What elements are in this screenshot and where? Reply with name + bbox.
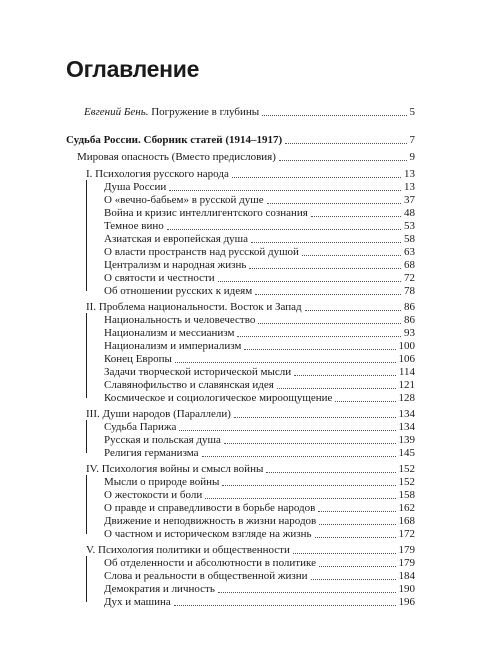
toc-entry-page: 168 [398, 515, 415, 527]
dot-leader [218, 275, 401, 282]
toc-entry-page: 63 [404, 246, 415, 258]
dot-leader [311, 573, 396, 580]
toc-entry-title: III. Души народов (Параллели) [86, 408, 231, 420]
toc-entry-title: О святости и честности [104, 272, 215, 284]
dot-leader [234, 411, 396, 418]
toc-entry-title: О частном и историческом взгляде на жизнь [104, 528, 312, 540]
dot-leader [277, 382, 396, 389]
toc-entry-title: Об отделенности и абсолютности в политике [104, 557, 316, 569]
toc-entry-page: 78 [404, 285, 415, 297]
dot-leader [205, 492, 395, 499]
toc-entry-page: 179 [398, 557, 415, 569]
toc-entry-title: О власти пространств над русской душой [104, 246, 299, 258]
dot-leader [305, 304, 401, 311]
toc-entry-page: 162 [398, 502, 415, 514]
toc-entry-page: 134 [398, 408, 415, 420]
dot-leader [224, 437, 396, 444]
toc-entry-title: Евгений Бень. Погружение в глубины [84, 106, 260, 118]
toc-entry-title: Космическое и социологическое мироощущение [104, 392, 333, 404]
toc-entry-preface[interactable] [84, 106, 415, 119]
dot-leader [279, 154, 407, 161]
toc-entry-page: 196 [398, 596, 415, 608]
toc-entry-title: Русская и польская душа [104, 434, 221, 446]
toc-entry[interactable] [104, 570, 415, 583]
toc-section-1[interactable] [86, 168, 415, 181]
dot-leader [202, 450, 396, 457]
toc-entry[interactable] [104, 447, 415, 460]
toc-entry-page: 93 [404, 327, 415, 339]
dot-leader [218, 586, 396, 593]
section-bracket-line [86, 420, 87, 453]
toc-entry[interactable] [104, 379, 415, 392]
dot-leader [285, 137, 406, 144]
toc-entry-page: 48 [404, 207, 415, 219]
toc-entry-intro[interactable] [77, 151, 415, 164]
toc-entry-title: Мысли о природе войны [104, 476, 220, 488]
toc-entry-page: 179 [398, 544, 415, 556]
toc-entry-page: 13 [404, 168, 415, 180]
dot-leader [237, 330, 401, 337]
toc-entry-page: 190 [398, 583, 415, 595]
toc-entry[interactable] [104, 314, 415, 327]
toc-entry-page: 9 [409, 151, 415, 163]
toc-entry-page: 184 [398, 570, 415, 582]
dot-leader [293, 547, 396, 554]
dot-leader [167, 223, 401, 230]
toc-entry[interactable] [104, 181, 415, 194]
toc-entry-page: 152 [398, 476, 415, 488]
toc-entry-title: О правде и справедливости в борьбе народов [104, 502, 316, 514]
dot-leader [318, 505, 395, 512]
toc-entry-page: 106 [398, 353, 415, 365]
dot-leader [266, 466, 395, 473]
dot-leader [169, 184, 401, 191]
toc-entry[interactable] [104, 421, 415, 434]
dot-leader [267, 197, 401, 204]
toc-entry[interactable] [104, 392, 415, 405]
toc-entry-title: Дух и машина [104, 596, 171, 608]
toc-entry-page: 86 [404, 314, 415, 326]
toc-entry-title: Темное вино [104, 220, 164, 232]
toc-entry-page: 128 [398, 392, 415, 404]
toc-entry-book[interactable] [66, 134, 415, 147]
toc-entry[interactable] [104, 502, 415, 515]
toc-entry-title: Централизм и народная жизнь [104, 259, 247, 271]
section-bracket-line [86, 313, 87, 398]
toc-entry-title: Война и кризис интеллигентского сознания [104, 207, 308, 219]
dot-leader [319, 518, 395, 525]
section-bracket-line [86, 475, 87, 534]
toc-entry-page: 139 [398, 434, 415, 446]
toc-entry-title: Мировая опасность (Вместо предисловия) [77, 151, 276, 163]
toc-entry-page: 145 [398, 447, 415, 459]
toc-entry[interactable] [104, 272, 415, 285]
toc-entry-title: Об отношении русских к идеям [104, 285, 253, 297]
toc-section-4[interactable] [86, 463, 415, 476]
toc-entry-title: IV. Психология войны и смысл войны [86, 463, 264, 475]
dot-leader [251, 236, 401, 243]
toc-entry-title: О «вечно-бабьем» в русской душе [104, 194, 264, 206]
toc-entry-page: 152 [398, 463, 415, 475]
toc-entry-title: Национальность и человечество [104, 314, 256, 326]
dot-leader [255, 288, 401, 295]
toc-entry-title: V. Психология политики и общественности [86, 544, 290, 556]
toc-entry[interactable] [104, 596, 415, 609]
toc-entry-title: Национализм и империализм [104, 340, 242, 352]
dot-leader [249, 262, 401, 269]
toc-entry[interactable] [104, 353, 415, 366]
toc-entry-title: I. Психология русского народа [86, 168, 229, 180]
toc-entry-page: 100 [398, 340, 415, 352]
toc-entry[interactable] [104, 207, 415, 220]
toc-entry[interactable] [104, 340, 415, 353]
dot-leader [315, 531, 396, 538]
toc-entry-page: 114 [398, 366, 415, 378]
toc-entry-title: О жестокости и боли [104, 489, 203, 501]
toc-entry-page: 172 [398, 528, 415, 540]
dot-leader [319, 560, 396, 567]
toc-entry-page: 134 [398, 421, 415, 433]
dot-leader [302, 249, 401, 256]
toc-entry-title: Национализм и мессианизм [104, 327, 235, 339]
toc-entry-page: 13 [404, 181, 415, 193]
dot-leader [294, 369, 396, 376]
dot-leader [311, 210, 401, 217]
toc-entry[interactable] [104, 327, 415, 340]
dot-leader [174, 599, 396, 606]
toc-entry[interactable] [104, 220, 415, 233]
toc-entry[interactable] [104, 259, 415, 272]
toc-entry-page: 37 [404, 194, 415, 206]
toc-section-3[interactable] [86, 408, 415, 421]
dot-leader [175, 356, 396, 363]
toc-entry[interactable] [104, 194, 415, 207]
toc-entry-title: Движение и неподвижность в жизни народов [104, 515, 317, 527]
toc-entry-title: Религия германизма [104, 447, 199, 459]
toc-entry-title: II. Проблема национальности. Восток и Запад [86, 301, 302, 313]
toc-entry[interactable] [104, 233, 415, 246]
toc-entry-title: Слова и реальности в общественной жизни [104, 570, 308, 582]
dot-leader [335, 395, 395, 402]
toc-entry-title: Судьба России. Сборник статей (1914–1917) [66, 134, 283, 146]
toc-entry[interactable] [104, 557, 415, 570]
toc-entry[interactable] [104, 246, 415, 259]
toc-entry-page: 58 [404, 233, 415, 245]
toc-entry[interactable] [104, 476, 415, 489]
toc-entry[interactable] [104, 528, 415, 541]
dot-leader [222, 479, 395, 486]
section-bracket-line [86, 180, 87, 291]
dot-leader [232, 171, 401, 178]
toc-entry[interactable] [104, 583, 415, 596]
toc-entry-page: 121 [398, 379, 415, 391]
toc-entry-title: Душа России [104, 181, 167, 193]
toc-entry-page: 86 [404, 301, 415, 313]
toc-section-2[interactable] [86, 301, 415, 314]
toc-entry-page: 5 [409, 106, 415, 118]
toc-entry-page: 53 [404, 220, 415, 232]
toc-entry[interactable] [104, 489, 415, 502]
toc-entry-title: Азиатская и европейская душа [104, 233, 249, 245]
toc-entry[interactable] [104, 434, 415, 447]
toc-section-5[interactable] [86, 544, 415, 557]
toc-entry-page: 68 [404, 259, 415, 271]
toc-entry-title: Задачи творческой исторической мысли [104, 366, 292, 378]
toc-entry[interactable] [104, 285, 415, 298]
section-bracket-line [86, 556, 87, 602]
toc-entry-page: 7 [409, 134, 415, 146]
toc-entry-page: 72 [404, 272, 415, 284]
dot-leader [262, 109, 406, 116]
toc-entry-title: Демократия и личность [104, 583, 215, 595]
toc-entry[interactable] [104, 515, 415, 528]
toc-entry-title: Судьба Парижа [104, 421, 177, 433]
page-title: Оглавление [66, 56, 200, 82]
dot-leader [258, 317, 401, 324]
toc-entry-title: Конец Европы [104, 353, 172, 365]
dot-leader [179, 424, 395, 431]
toc-entry-page: 158 [398, 489, 415, 501]
dot-leader [244, 343, 395, 350]
toc-entry-title: Славянофильство и славянская идея [104, 379, 274, 391]
toc-entry[interactable] [104, 366, 415, 379]
